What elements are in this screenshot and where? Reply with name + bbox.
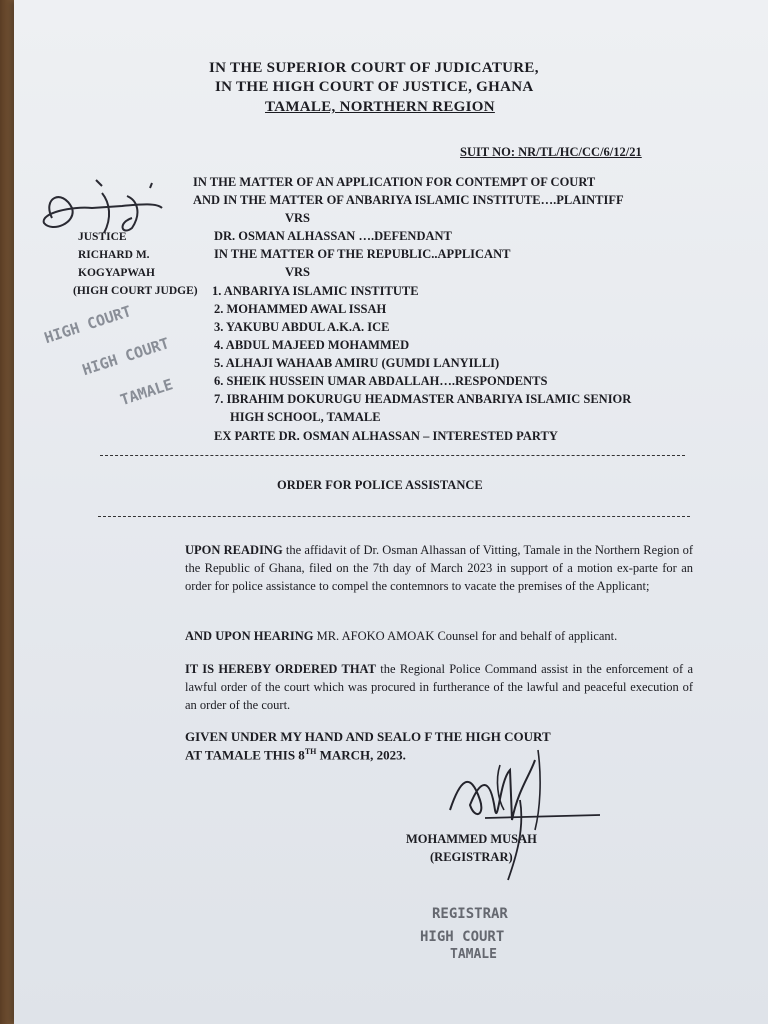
paragraph-upon-reading [185, 541, 693, 595]
registrar-stamp-line-1: REGISTRAR [432, 906, 508, 922]
republic-line: IN THE MATTER OF THE REPUBLIC..APPLICANT [214, 247, 511, 261]
paragraph-1-lead: UPON READING [185, 543, 283, 557]
defendant-line: DR. OSMAN ALHASSAN ….DEFENDANT [214, 229, 452, 243]
court-stamp-line-3: TAMALE [118, 375, 176, 410]
paragraph-3-text: the Regional Police Command assist in the enforcement of a lawful order of the court which was procured in furtherance of the lawful and peaceful execution of an order of the court. [185, 662, 693, 712]
matter-line-2: AND IN THE MATTER OF ANBARIYA ISLAMIC INSTITUTE….PLAINTIFF [193, 193, 624, 207]
vrs-1: VRS [285, 211, 311, 225]
given-line-2 [185, 747, 406, 763]
divider-top [100, 455, 685, 456]
paragraph-2-lead: AND UPON HEARING [185, 629, 314, 643]
respondent-2: 2. MOHAMMED AWAL ISSAH [214, 302, 387, 316]
paragraph-1-text: the affidavit of Dr. Osman Alhassan of Vitting, Tamale in the Northern Region of the Republic of Ghana, filed on the 7th day of March 2023 in support of a motion ex-parte for an order for police assistance to compel the contemnors to vacate the premises of the Applicant; [185, 543, 693, 593]
given-line-1: GIVEN UNDER MY HAND AND SEALO F THE HIGH COURT [185, 729, 551, 744]
registrar-stamp-line-3: TAMALE [450, 947, 497, 962]
registrar-stamp-line-2: HIGH COURT [420, 929, 505, 945]
judge-line-1: JUSTICE [78, 231, 127, 243]
respondent-6: 6. SHEIK HUSSEIN UMAR ABDALLAH….RESPONDENTS [214, 374, 548, 388]
respondent-7: 7. IBRAHIM DOKURUGU HEADMASTER ANBARIYA ISLAMIC SENIOR [214, 392, 632, 406]
divider-bottom [98, 516, 690, 517]
vrs-2: VRS [285, 265, 311, 279]
respondent-4: 4. ABDUL MAJEED MOHAMMED [214, 338, 410, 352]
respondent-7-continued: HIGH SCHOOL, TAMALE [230, 410, 381, 424]
paragraph-3-lead: IT IS HEREBY ORDERED THAT [185, 662, 376, 676]
ex-parte-line: EX PARTE DR. OSMAN ALHASSAN – INTERESTED PARTY [214, 429, 558, 443]
judge-line-2: RICHARD M. [78, 249, 150, 261]
matter-line-1: IN THE MATTER OF AN APPLICATION FOR CONTEMPT OF COURT [193, 175, 596, 189]
given-line-2-sup: TH [304, 747, 317, 756]
judge-line-3: KOGYAPWAH [78, 267, 155, 279]
court-stamp-line-1: HIGH COURT [42, 302, 134, 348]
paragraph-2-text: MR. AFOKO AMOAK Counsel for and behalf of applicant. [313, 629, 618, 643]
judge-signature [32, 178, 172, 248]
court-order-document [14, 0, 768, 1024]
registrar-name: MOHAMMED MUSAH [406, 832, 537, 846]
judge-line-4: (HIGH COURT JUDGE) [73, 285, 198, 297]
paragraph-upon-hearing [185, 627, 693, 645]
court-heading-line-2: IN THE HIGH COURT OF JUSTICE, GHANA [215, 79, 534, 95]
respondent-5: 5. ALHAJI WAHAAB AMIRU (GUMDI LANYILLI) [214, 356, 500, 370]
respondent-1: 1. ANBARIYA ISLAMIC INSTITUTE [212, 284, 419, 298]
registrar-title: (REGISTRAR) [430, 850, 513, 864]
court-heading-line-1: IN THE SUPERIOR COURT OF JUDICATURE, [209, 60, 539, 76]
suit-number: SUIT NO: NR/TL/HC/CC/6/12/21 [460, 145, 642, 159]
order-title: ORDER FOR POLICE ASSISTANCE [277, 478, 483, 492]
court-heading-line-3: TAMALE, NORTHERN REGION [265, 99, 495, 115]
respondent-3: 3. YAKUBU ABDUL A.K.A. ICE [214, 320, 390, 334]
paragraph-ordered [185, 660, 693, 714]
given-line-2-post: MARCH, 2023. [316, 747, 406, 763]
given-line-2-pre: AT TAMALE THIS 8 [185, 747, 305, 763]
court-stamp-line-2: HIGH COURT [80, 334, 172, 380]
